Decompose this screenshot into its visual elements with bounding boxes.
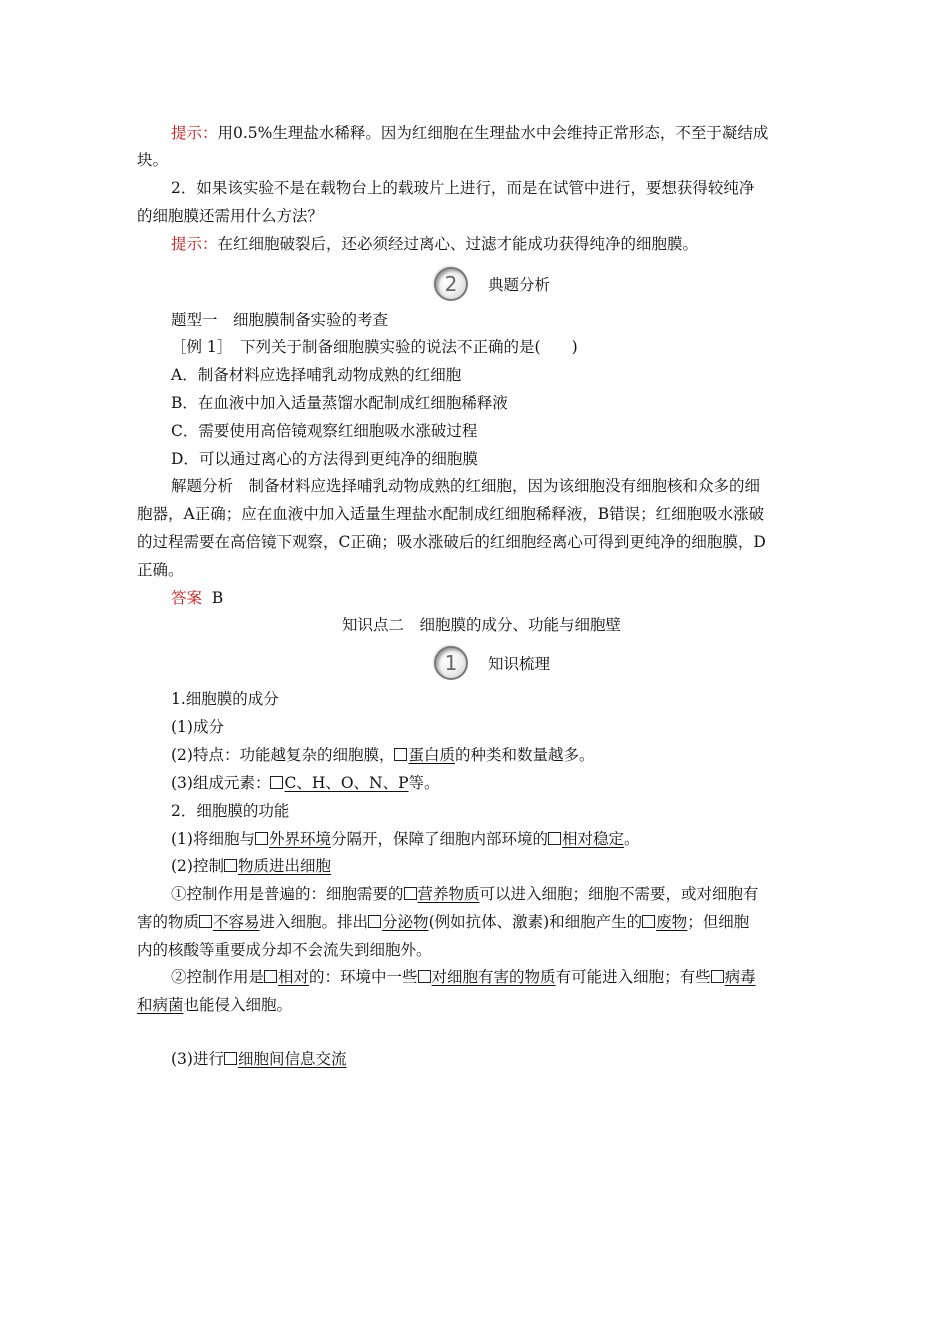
composition-item-2 xyxy=(171,745,595,765)
blank-box-icon xyxy=(270,776,283,789)
composition-item-3 xyxy=(171,773,440,793)
point-1-line-1 xyxy=(171,884,759,904)
text: 可以进入细胞；细胞不需要，或对细胞有 xyxy=(479,885,759,903)
text: 有可能进入细胞；有些 xyxy=(555,968,711,986)
analysis-line-1: 解题分析 制备材料应选择哺乳动物成熟的红细胞，因为该细胞没有细胞核和众多的细 xyxy=(171,477,761,495)
hint-2-text: 在红细胞破裂后，还必须经过离心、过滤才能成功获得纯净的细胞膜。 xyxy=(217,235,699,253)
blank-box-icon xyxy=(642,915,655,928)
fill-answer: 不容易 xyxy=(213,913,260,931)
text: ①控制作用是普遍的：细胞需要的 xyxy=(171,885,404,903)
point-2-line-2 xyxy=(137,995,292,1015)
hint-1-label: 提示： xyxy=(171,124,218,142)
analysis-line-2: 胞器，A正确；应在血液中加入适量生理盐水配制成红细胞稀释液，B错误；红细胞吸水涨破 xyxy=(137,505,765,523)
number-1-circle-icon: 1 xyxy=(434,646,468,680)
text: 的：环境中一些 xyxy=(309,968,418,986)
option-d: D．可以通过离心的方法得到更纯净的细胞膜 xyxy=(171,450,478,468)
hint-1-text: 用0.5%生理盐水稀释。因为红细胞在生理盐水中会维持正常形态，不至于凝结成 xyxy=(217,124,769,142)
blank-box-icon xyxy=(264,970,277,983)
hint-1-line xyxy=(171,123,768,143)
function-item-2 xyxy=(171,856,331,876)
fill-answer: 蛋白质 xyxy=(408,746,455,764)
blank-box-icon xyxy=(368,915,381,928)
blank-box-icon xyxy=(224,1052,237,1065)
analysis-line-3: 的过程需要在高倍镜下观察，C正确；吸水涨破后的红细胞经离心可得到更纯净的细胞膜，D xyxy=(137,533,766,551)
composition-heading: 1.细胞膜的成分 xyxy=(171,690,279,708)
section-title: 知识梳理 xyxy=(488,655,551,673)
option-a: A．制备材料应选择哺乳动物成熟的红细胞 xyxy=(171,366,462,384)
text: 进入细胞。排出 xyxy=(259,913,369,931)
example-stem: ［例 1］ 下列关于制备细胞膜实验的说法不正确的是( ) xyxy=(171,338,578,356)
text: 也能侵入细胞。 xyxy=(183,996,293,1014)
analysis-line-4: 正确。 xyxy=(137,561,184,579)
fill-answer: 细胞间信息交流 xyxy=(237,1050,347,1068)
fill-answer: 相对 xyxy=(278,968,310,986)
hint-2-line xyxy=(171,234,698,254)
section-heading-typical-analysis xyxy=(434,267,550,301)
text: ；但细胞 xyxy=(687,913,750,931)
text: 。 xyxy=(624,830,640,848)
function-item-1 xyxy=(171,829,640,849)
point-1-line-2 xyxy=(137,912,749,932)
text: 等。 xyxy=(408,774,440,792)
answer-label: 答案 xyxy=(171,589,203,607)
hint-1-continuation: 块。 xyxy=(137,151,169,169)
question-2-line-2: 的细胞膜还需用什么方法？ xyxy=(137,207,324,225)
text: 的种类和数量越多。 xyxy=(454,746,595,764)
fill-answer: 废物 xyxy=(656,913,688,931)
fill-answer: 营养物质 xyxy=(417,885,480,903)
blank-box-icon xyxy=(199,915,212,928)
number-2-circle-icon: 2 xyxy=(434,267,468,301)
fill-answer: 外界环境 xyxy=(268,830,331,848)
text: (3)进行 xyxy=(171,1050,224,1068)
section-heading-knowledge-review xyxy=(434,646,550,680)
question-type-heading: 题型一 细胞膜制备实验的考查 xyxy=(171,311,389,329)
blank-box-icon xyxy=(548,832,561,845)
function-item-3 xyxy=(171,1049,346,1069)
question-2-line-1: 2．如果该实验不是在载物台上的载玻片上进行，而是在试管中进行，要想获得较纯净 xyxy=(171,179,755,197)
text: ②控制作用是 xyxy=(171,968,265,986)
blank-box-icon xyxy=(224,859,237,872)
option-c: C．需要使用高倍镜观察红细胞吸水涨破过程 xyxy=(171,422,478,440)
function-heading: 2．细胞膜的功能 xyxy=(171,802,290,820)
text: (2)特点：功能越复杂的细胞膜， xyxy=(171,746,395,764)
hint-2-label: 提示： xyxy=(171,235,218,253)
composition-item-1: (1)成分 xyxy=(171,718,224,736)
text: 害的物质 xyxy=(137,913,200,931)
blank-box-icon xyxy=(404,887,417,900)
option-b: B．在血液中加入适量蒸馏水配制成红细胞稀释液 xyxy=(171,394,508,412)
text: (3)组成元素： xyxy=(171,774,271,792)
section-title: 典题分析 xyxy=(488,276,551,294)
point-1-line-3: 内的核酸等重要成分却不会流失到细胞外。 xyxy=(137,941,432,959)
fill-answer: 对细胞有害的物质 xyxy=(431,968,556,986)
text: (例如抗体、激素)和细胞产生的 xyxy=(428,913,643,931)
blank-box-icon xyxy=(394,748,407,761)
text: (2)控制 xyxy=(171,857,224,875)
text: (1)将细胞与 xyxy=(171,830,255,848)
blank-box-icon xyxy=(711,970,724,983)
fill-answer: 分泌物 xyxy=(382,913,429,931)
point-2-line-1 xyxy=(171,967,756,987)
answer-line xyxy=(171,588,223,608)
fill-answer: 相对稳定 xyxy=(562,830,625,848)
fill-answer: 物质进出细胞 xyxy=(237,857,331,875)
text: 分隔开，保障了细胞内部环境的 xyxy=(330,830,548,848)
fill-answer: 病毒 xyxy=(724,968,756,986)
knowledge-point-2-title: 知识点二 细胞膜的成分、功能与细胞壁 xyxy=(342,616,622,634)
fill-answer: 和病菌 xyxy=(137,996,184,1014)
fill-answer: C、H、O、N、P xyxy=(284,774,409,792)
blank-box-icon xyxy=(255,832,268,845)
blank-box-icon xyxy=(418,970,431,983)
answer-value: B xyxy=(211,589,224,607)
